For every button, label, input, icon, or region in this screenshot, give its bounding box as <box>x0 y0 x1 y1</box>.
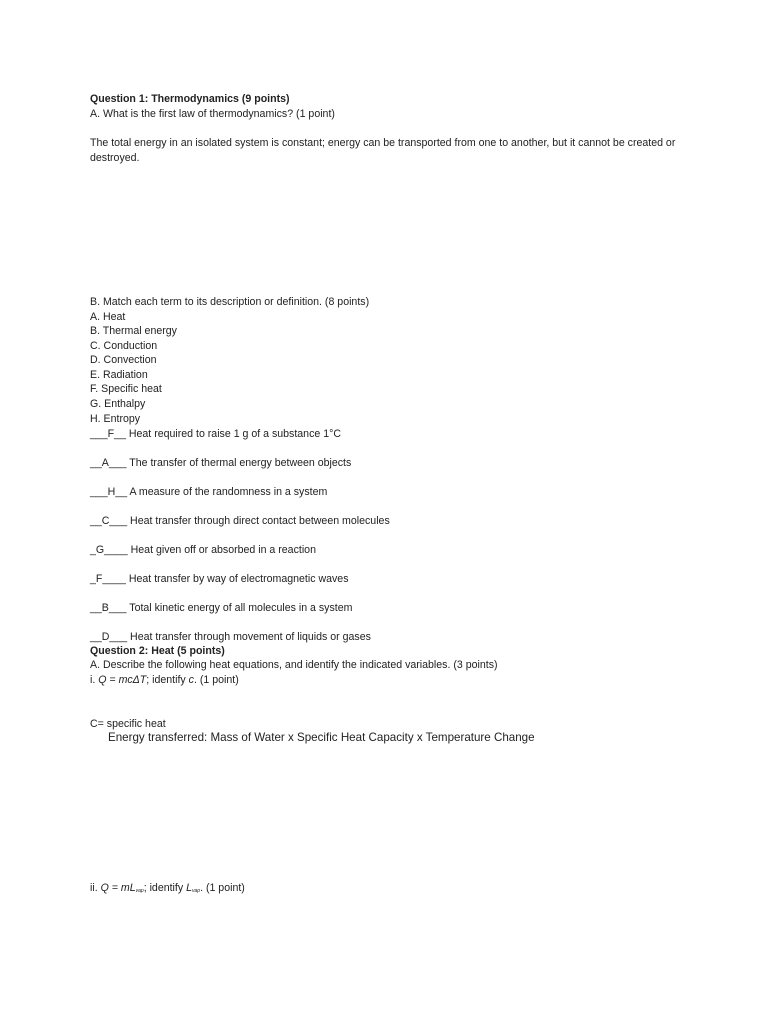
item-i-suffix: . (1 point) <box>193 674 239 686</box>
question-2-item-ii <box>90 881 245 897</box>
equation-q-mc-delta-t: Q = mcΔT <box>98 674 147 686</box>
answer-energy-transferred: Energy transferred: Mass of Water x Specific Heat Capacity x Temperature Change <box>108 731 535 744</box>
term-item: H. Entropy <box>90 413 141 425</box>
item-i-mid: ; identify <box>146 674 189 686</box>
item-ii-suffix: . (1 point) <box>200 882 245 894</box>
question-2-item-i <box>90 673 239 687</box>
question-1-part-b: B. Match each term to its description or definition. (8 points) <box>90 296 370 308</box>
term-item: C. Conduction <box>90 340 158 352</box>
question-1-answer-a: The total energy in an isolated system is constant; energy can be transported from one to another, but it cannot be created or destroyed. <box>90 137 676 164</box>
match-item: _F____ Heat transfer by way of electromagnetic waves <box>90 573 349 585</box>
equation-subscript: vap <box>135 888 144 894</box>
variable-subscript: vap <box>192 888 201 894</box>
match-item: __D___ Heat transfer through movement of liquids or gases <box>90 631 371 643</box>
term-item: G. Enthalpy <box>90 398 146 410</box>
equation-q-ml-vap: $Q = mL_{vap}$ <box>100 882 144 894</box>
term-item: E. Radiation <box>90 369 148 381</box>
term-item: A. Heat <box>90 311 126 323</box>
match-item: __A___ The transfer of thermal energy between objects <box>90 457 352 469</box>
question-1-part-a: A. What is the first law of thermodynamics? (1 point) <box>90 108 335 120</box>
match-item: ___H__ A measure of the randomness in a system <box>90 486 328 498</box>
match-item: ___F__ Heat required to raise 1 g of a substance 1°C <box>90 428 341 440</box>
answer-specific-heat: C= specific heat <box>90 718 166 730</box>
question-1-title: Question 1: Thermodynamics (9 points) <box>90 93 290 105</box>
term-item: B. Thermal energy <box>90 325 177 337</box>
item-ii-mid: ; identify <box>143 882 187 894</box>
variable-c: c <box>188 674 194 686</box>
variable-l-vap: $L_{vap}$ <box>186 882 201 894</box>
question-2-part-a: A. Describe the following heat equations, and identify the indicated variables. (3 points) <box>90 659 498 671</box>
term-item: F. Specific heat <box>90 383 162 395</box>
item-ii-prefix: ii. <box>90 882 101 894</box>
match-item: __B___ Total kinetic energy of all molecules in a system <box>90 602 353 614</box>
term-item: D. Convection <box>90 354 157 366</box>
item-i-prefix: i. <box>90 674 99 686</box>
match-item: _G____ Heat given off or absorbed in a reaction <box>90 544 316 556</box>
match-item: __C___ Heat transfer through direct contact between molecules <box>90 515 390 527</box>
question-2-title: Question 2: Heat (5 points) <box>90 645 225 657</box>
